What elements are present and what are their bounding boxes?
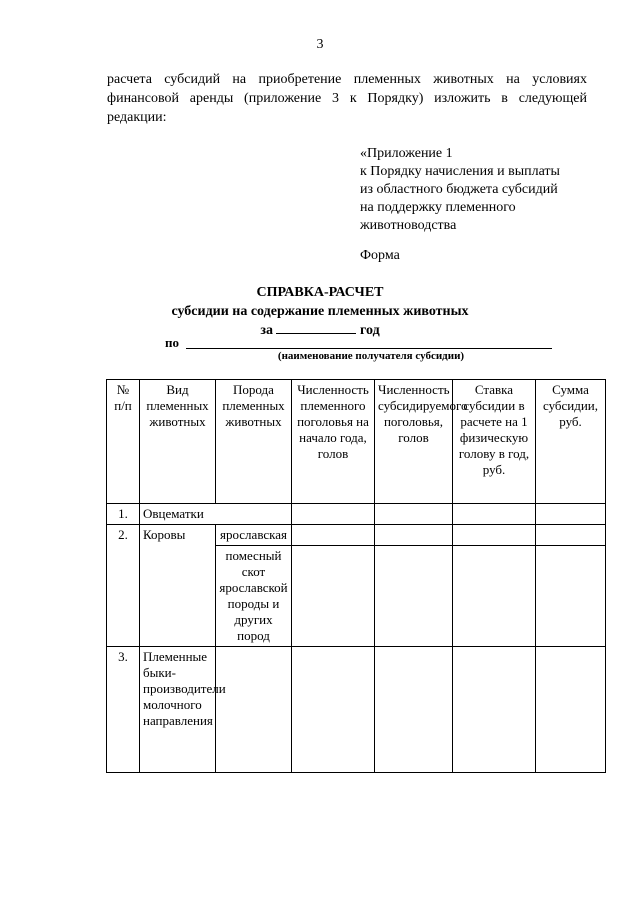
header-breed: Порода племенных животных (216, 380, 292, 504)
row-breed: ярославская (216, 525, 292, 546)
empty-cell (453, 525, 536, 546)
empty-cell (375, 525, 453, 546)
empty-cell (375, 647, 453, 773)
recipient-caption: (наименование получателя субсидии) (277, 350, 465, 362)
empty-cell (536, 546, 606, 647)
empty-cell (453, 504, 536, 525)
year-prefix: за (260, 323, 273, 338)
year-suffix: год (359, 323, 380, 338)
header-num: № п/п (107, 380, 140, 504)
title-sub: субсидии на содержание племенных животных (171, 304, 469, 319)
recipient-prefix: по (165, 335, 179, 350)
appendix-line: к Порядку начисления и выплаты (360, 164, 560, 179)
empty-cell (453, 647, 536, 773)
row-kind: Овцематки (140, 504, 292, 525)
page-number: 3 (316, 37, 324, 52)
form-label: Форма (360, 248, 400, 263)
table-row (107, 504, 606, 525)
empty-cell (536, 647, 606, 773)
header-count-subsidized: Численность субсидируемого поголовья, голов (375, 380, 453, 504)
row-num: 2. (107, 525, 140, 647)
row-breed: помесный скот ярославской породы и других пород (216, 546, 292, 647)
empty-cell (536, 525, 606, 546)
table-row (107, 525, 606, 546)
header-sum: Сумма субсидии, руб. (536, 380, 606, 504)
appendix-line: на поддержку племенного (360, 200, 516, 215)
appendix-line: животноводства (360, 218, 457, 233)
intro-paragraph: расчета субсидий на приобретение племенных животных на условиях финансовой аренды (приложение 3 к Порядку) изложить в следующей редакции: (107, 72, 587, 125)
title-main: СПРАВКА-РАСЧЕТ (256, 285, 384, 300)
row-num: 1. (107, 504, 140, 525)
header-rate: Ставка субсидии в расчете на 1 физическую голову в год, руб. (453, 380, 536, 504)
year-blank (276, 322, 356, 334)
row-kind: Коровы (140, 525, 216, 647)
empty-cell (453, 546, 536, 647)
empty-cell (292, 525, 375, 546)
row-kind: Племенные быки-производители молочного направления (140, 647, 216, 773)
appendix-header (360, 145, 620, 235)
header-kind: Вид племенных животных (140, 380, 216, 504)
calculation-table (106, 379, 606, 773)
title-year-line (0, 321, 640, 340)
empty-cell (292, 504, 375, 525)
appendix-line: из областного бюджета субсидий (360, 182, 558, 197)
empty-cell (375, 504, 453, 525)
row-num: 3. (107, 647, 140, 773)
header-count-start: Численность племенного поголовья на начало года, голов (292, 380, 375, 504)
table-row (107, 647, 606, 773)
empty-cell (292, 546, 375, 647)
empty-cell (292, 647, 375, 773)
recipient-blank (186, 348, 552, 349)
table-header-row (107, 380, 606, 504)
empty-cell (536, 504, 606, 525)
document-title (0, 283, 640, 340)
appendix-line: «Приложение 1 (360, 146, 453, 161)
empty-cell (216, 647, 292, 773)
empty-cell (375, 546, 453, 647)
